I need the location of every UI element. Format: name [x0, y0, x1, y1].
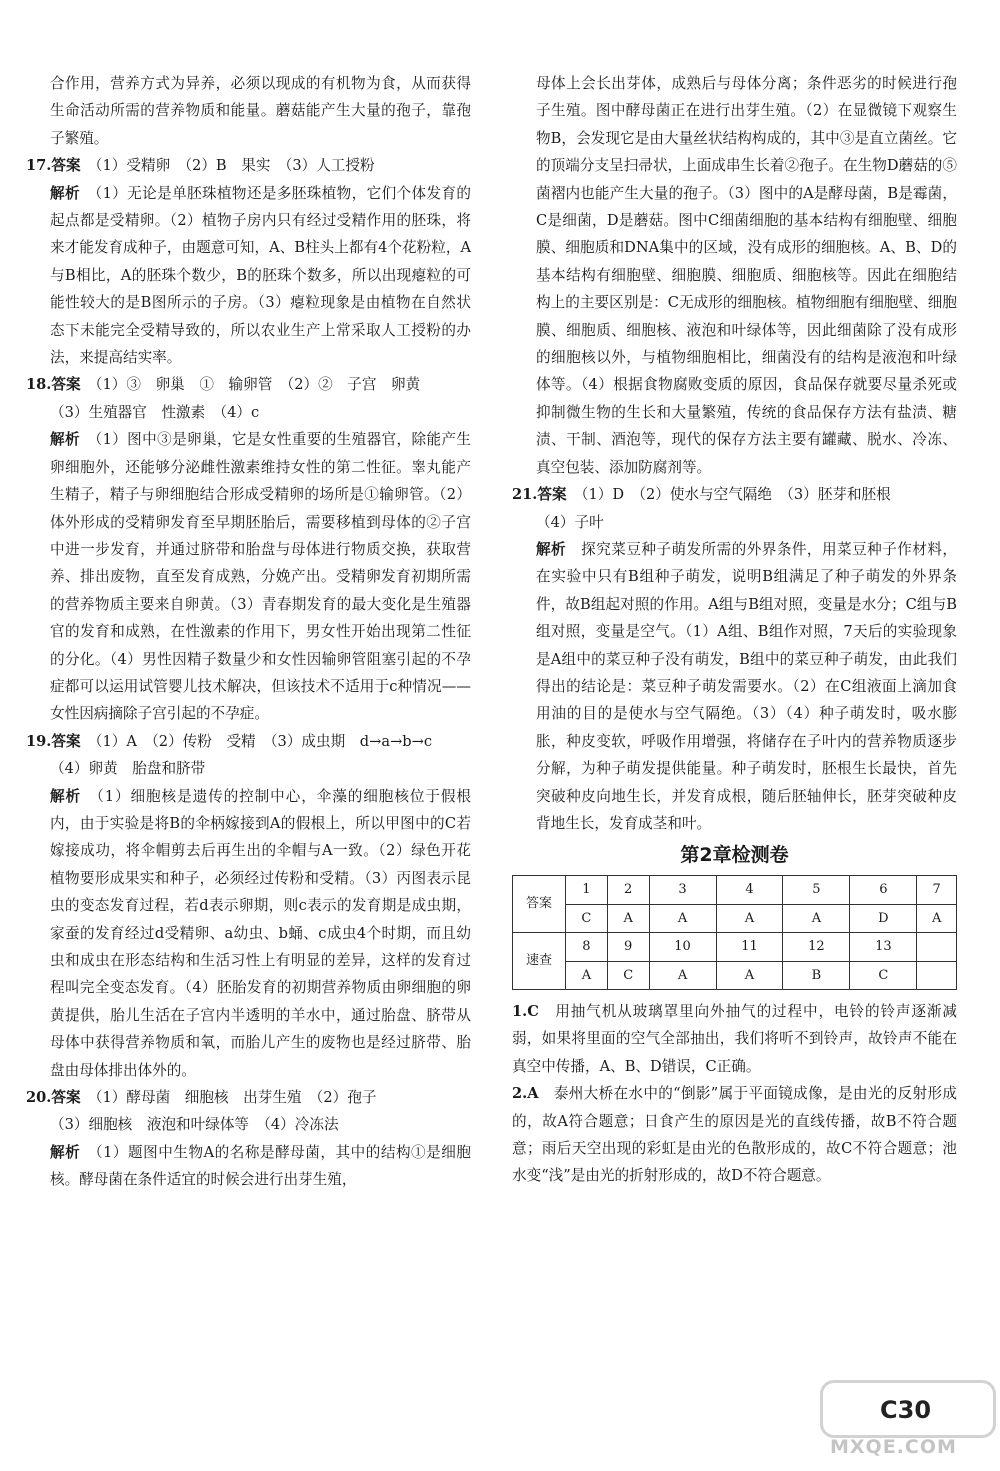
table-cell: 5 — [783, 876, 850, 904]
analysis-label: 解析 — [50, 431, 80, 449]
question-block — [512, 481, 957, 837]
right-column — [512, 70, 957, 1190]
answer-label: 答案 — [51, 376, 81, 394]
answer-quick-check-table — [512, 875, 957, 990]
table-cell: 1 — [566, 876, 608, 904]
continued-paragraph: 母体上会长出芽体，成熟后与母体分离；条件恶劣的时候进行孢子生殖。图中酵母菌正在进行出芽生殖。（2）在显微镜下观察生物B，会发现它是由大量丝状结构构成的，其中③是直立菌丝。它的顶端分支呈扫帚状，上面成串生长着②孢子。在生物D蘑菇的⑤菌褶内也能产生大量的孢子。（3）图中的A是酵母菌，B是霉菌，C是细菌，D是蘑菇。图中C细菌细胞的基本结构有细胞壁、细胞膜、细胞质和DNA集中的区域，没有成形的细胞核。A、B、D的基本结构有细胞壁、细胞膜、细胞质、细胞核等。因此在细胞结构上的主要区别是：C无成形的细胞核。植物细胞有细胞壁、细胞膜、细胞质、细胞核、液泡和叶绿体等，因此细菌除了没有成形的细胞核以外，与植物细胞相比，细菌没有的结构是液泡和叶绿体等。（4）根据食物腐败变质的原因，食品保存就要尽量杀死或抑制微生物的生长和大量繁殖，传统的食品保存方法有盐渍、糖渍、干制、酒泡等，现代的保存方法主要有罐藏、脱水、冷冻、真空包装、添加防腐剂等。 — [536, 75, 957, 476]
question-block — [26, 152, 471, 371]
table-cell — [917, 933, 957, 961]
table-header-label: 答案 — [513, 876, 566, 933]
analysis-label: 解析 — [50, 1143, 81, 1161]
question-number: 17. — [26, 157, 52, 175]
table-cell: 10 — [649, 933, 716, 961]
table-cell: 9 — [607, 933, 649, 961]
right-column-body — [512, 70, 957, 837]
analysis-text: （1）题图中生物A的名称是酵母菌，其中的结构①是细胞核。酵母菌在条件适宜的时候会进行出芽生殖， — [50, 1143, 471, 1189]
table-cell — [917, 961, 957, 989]
answer-line — [512, 481, 957, 508]
answer-line — [26, 152, 471, 179]
watermark-url: MXQE.COM — [830, 1436, 957, 1458]
page-number: C30 — [880, 1396, 932, 1424]
answer-paragraph — [512, 1080, 957, 1190]
answer-text: （1）受精卵 （2）B 果实 （3）人工授粉 — [95, 157, 375, 175]
analysis-label: 解析 — [50, 787, 82, 805]
answer-text: （1）酵母菌 细胞核 出芽生殖 （2）孢子 — [95, 1089, 377, 1107]
table-cell: 4 — [716, 876, 783, 904]
table-cell: A — [649, 904, 716, 932]
table-cell: A — [917, 904, 957, 932]
chapter-2-answers — [512, 998, 957, 1190]
table-cell: 12 — [783, 933, 850, 961]
analysis-paragraph — [512, 536, 957, 837]
table-row — [513, 904, 957, 932]
left-column — [26, 70, 471, 1194]
analysis-text: 探究菜豆种子萌发所需的外界条件，用菜豆种子作材料，在实验中只有B组种子萌发，说明B组满足了种子萌发的外界条件，故B组起对照的作用。A组与B组对照，变量是水分；C组与B组对照，变量是空气。（1）A组、B组作对照，7天后的实验现象是A组中的菜豆种子没有萌发，B组中的菜豆种子萌发，由此我们得出的结论是：菜豆种子萌发需要水。（2）在C组液面上滴加食用油的目的是使水与空气隔绝。（3）（4）种子萌发时，吸水膨胀，种皮变软，呼吸作用增强，将储存在子叶内的营养物质逐步分解，为种子萌发提供能量。种子萌发时，胚根生长最快，首先突破种皮向地生长，并发育成根，随后胚轴伸长，胚芽突破种皮背地生长，发育成茎和叶。 — [536, 540, 957, 832]
answer-text: （1）③ 卵巢 ① 输卵管 （2）② 子宫 卵黄 — [95, 376, 421, 394]
answer-label: 答案 — [537, 486, 567, 504]
table-cell: 7 — [917, 876, 957, 904]
answer-line — [26, 1084, 471, 1111]
continued-paragraph: 合作用，营养方式为异养，必须以现成的有机物为食，从而获得生命活动所需的营养物质和能量。蘑菇能产生大量的孢子，靠孢子繁殖。 — [50, 75, 471, 147]
table-cell: C — [607, 961, 649, 989]
answer-text: 用抽气机从玻璃罩里向外抽气的过程中，电铃的铃声逐渐减弱，如果将里面的空气全部抽出，我们将听不到铃声，故铃声不能在真空中传播，A、B、D错误，C正确。 — [512, 1003, 957, 1075]
answer-line: （3）生殖器官 性激素 （4）c — [50, 403, 260, 421]
answer-line: （4）卵黄 胎盘和脐带 — [50, 760, 206, 778]
question-number: 2.A — [512, 1085, 539, 1103]
answer-line — [26, 371, 471, 398]
table-cell: 11 — [716, 933, 783, 961]
table-cell: 6 — [850, 876, 917, 904]
answer-label: 答案 — [51, 1089, 81, 1107]
table-row — [513, 933, 957, 961]
question-number: 18. — [26, 376, 52, 394]
section-title: 第2章检测卷 — [680, 844, 789, 867]
answer-text: （1）A （2）传粉 受精 （3）成虫期 d→a→b→c — [95, 732, 433, 750]
analysis-label: 解析 — [50, 184, 80, 202]
table-cell: C — [850, 961, 917, 989]
table-cell: 13 — [850, 933, 917, 961]
table-header-label: 速查 — [513, 933, 566, 990]
table-cell: A — [566, 961, 608, 989]
analysis-paragraph — [26, 783, 471, 1084]
table-cell: 8 — [566, 933, 608, 961]
answer-line: （3）细胞核 液泡和叶绿体等 （4）冷冻法 — [50, 1116, 339, 1134]
analysis-text: （1）细胞核是遗传的控制中心，伞藻的细胞核位于假根内，由于实验是将B的伞柄嫁接到A的假根上，所以甲图中的C若嫁接成功，将伞帽剪去后再生出的伞帽与A一致。（2）绿色开花植物要形成果实和种子，必须经过传粉和受精。（3）丙图表示昆虫的变态发育过程，若d表示卵期，则c表示的发育期是成虫期，家蚕的发育经过d受精卵、a幼虫、b蛹、c成虫4个时期，而且幼虫和成虫在形态结构和生活习性上有明显的差异，这样的发育过程叫完全变态发育。（4）胚胎发育的初期营养物质由卵细胞的卵黄提供，胎儿生活在子宫内半透明的羊水中，通过胎盘、脐带从母体中获得营养物质和氧，而胎儿产生的废物也是经过脐带、胎盘由母体排出体外的。 — [50, 787, 471, 1079]
table-cell: A — [649, 961, 716, 989]
table-cell: 3 — [649, 876, 716, 904]
answer-text: （1）D （2）使水与空气隔绝 （3）胚芽和胚根 — [581, 486, 891, 504]
analysis-text: （1）无论是单胚珠植物还是多胚珠植物，它们个体发育的起点都是受精卵。（2）植物子房内只有经过受精作用的胚珠，将来才能发育成种子，由题意可知，A、B柱头上都有4个花粉粒，A与B相比，A的胚珠个数少，B的胚珠个数多，所以出现瘪粒的可能性较大的是B图所示的子房。（3）瘪粒现象是由植物在自然状态下未能完全受精导致的，所以农业生产上常采取人工授粉的办法，来提高结实率。 — [50, 184, 471, 367]
answer-line: （4）子叶 — [536, 513, 604, 531]
question-number: 20. — [26, 1089, 52, 1107]
table-cell: A — [716, 961, 783, 989]
analysis-paragraph — [26, 180, 471, 372]
answer-label: 答案 — [51, 732, 81, 750]
answer-text: 泰州大桥在水中的“倒影”属于平面镜成像，是由光的反射形成的，故A符合题意；日食产生的原因是光的直线传播，故B不符合题意；雨后天空出现的彩虹是由光的色散形成的，故C不符合题意；池水变“浅”是由光的折射形成的，故D不符合题意。 — [512, 1085, 957, 1185]
question-block — [26, 1084, 471, 1194]
question-block — [26, 371, 471, 727]
question-number: 19. — [26, 732, 52, 750]
question-block — [26, 728, 471, 1084]
question-number: 21. — [512, 486, 538, 504]
answer-label: 答案 — [51, 157, 81, 175]
table-cell: D — [850, 904, 917, 932]
table-cell: A — [607, 904, 649, 932]
table-cell: C — [566, 904, 608, 932]
analysis-paragraph — [26, 426, 471, 727]
table-row — [513, 876, 957, 904]
table-cell: 2 — [607, 876, 649, 904]
question-number: 1.C — [512, 1003, 539, 1020]
table-row — [513, 961, 957, 989]
analysis-text: （1）图中③是卵巢，它是女性重要的生殖器官，除能产生卵细胞外，还能够分泌雌性激素维持女性的第二性征。睾丸能产生精子，精子与卵细胞结合形成受精卵的场所是①输卵管。（2）体外形成的受精卵发育至早期胚胎后，需要移植到母体的②子宫中进一步发育，并通过脐带和胎盘与母体进行物质交换，获取营养、排出废物，直至发育成熟，分娩产出。受精卵发育初期所需的营养物质主要来自卵黄。（3）青春期发育的最大变化是生殖器官的发育和成熟，在性激素的作用下，男女性开始出现第二性征的分化。（4）男性因精子数量少和女性因输卵管阻塞引起的不孕症都可以运用试管婴儿技术解决，但该技术不适用于c种情况——女性因病摘除子宫引起的不孕症。 — [50, 431, 471, 723]
analysis-paragraph — [26, 1139, 471, 1194]
answer-line — [26, 728, 471, 755]
table-cell: B — [783, 961, 850, 989]
table-cell: A — [783, 904, 850, 932]
answer-paragraph — [512, 998, 957, 1080]
table-cell: A — [716, 904, 783, 932]
analysis-label: 解析 — [536, 540, 567, 558]
